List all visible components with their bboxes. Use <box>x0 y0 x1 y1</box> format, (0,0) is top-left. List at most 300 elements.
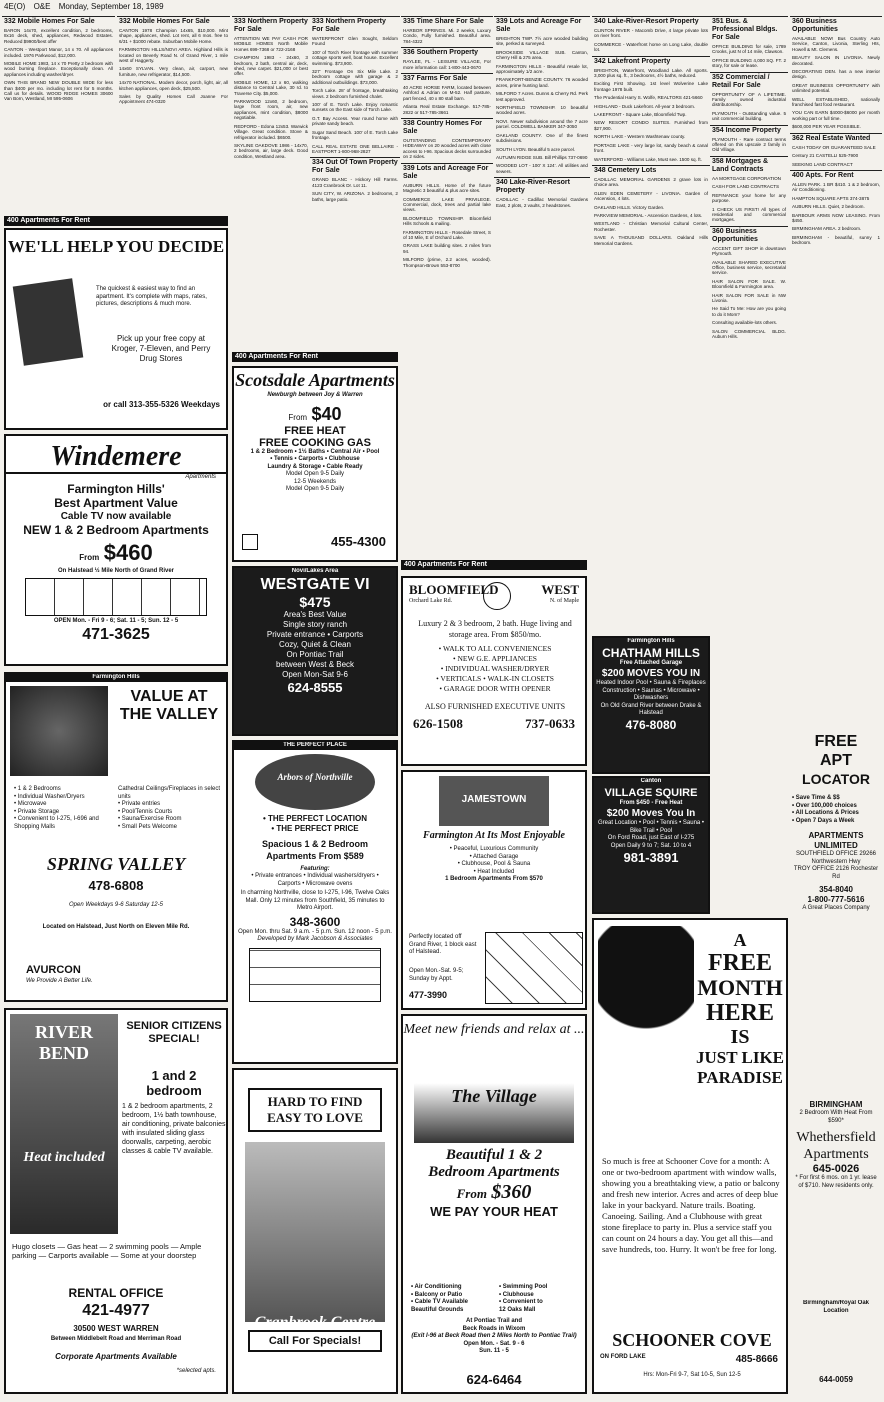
fl-f4: • Open 7 Days a Week <box>792 817 855 824</box>
classified-listing: GLEN EDEN CEMETERY - LIVONIA. Garden of Ascension, 4 lots. <box>594 190 708 202</box>
classified-listing: Atlanta Real Estate Exchange. 517-785-2822 or 517-785-3661 <box>403 104 491 115</box>
classified-listing: YOU CAN EARN $4000-$6000 per month working part or full time. <box>792 110 880 121</box>
windemere-hours: OPEN Mon. - Fri 9 - 6; Sat. 11 - 5; Sun. 12 - 5 <box>53 618 179 624</box>
bw-b4: • VERTICALS • WALK-IN CLOSETS <box>436 674 554 683</box>
ch-l1: Free Attached Garage <box>619 659 683 666</box>
section-heading: 338 Country Homes For Sale <box>403 120 482 136</box>
classified-listing: 100' of E. Torch Lake. Enjoy romantic sunsets on the East side of Torch Lake. <box>312 102 398 113</box>
section-heading: 332 Mobile Homes For Sale <box>4 18 95 25</box>
vl-l1: Meet new friends and relax at ... <box>403 1022 585 1037</box>
bro-phone: 644-0059 <box>819 1375 853 1384</box>
sv-scene-image <box>10 686 108 776</box>
classified-listing: NOVI. Newer subdivision around the 7 acre parcel. COLDWELL BANKER 347-3050 <box>496 118 588 130</box>
jt-f5: 1 Bedroom Apartments From $570 <box>445 876 543 882</box>
jt-loc: Perfectly located off Grand River, 1 block east of Halstead. <box>409 934 477 955</box>
rb-features: Hugo closets — Gas heat — 2 swimming pools — Ample parking — Carports available — Some at your doorstep <box>12 1242 202 1260</box>
classified-listing: SALON COMMERCIAL BLDG. Auburn Hills. <box>712 328 786 339</box>
column-8 <box>710 16 788 666</box>
column-7 <box>592 16 710 646</box>
fl-tag: A Great Places Company <box>802 905 870 911</box>
section-heading: 340 Lake-River-Resort Property <box>594 18 699 25</box>
sv-hours: Open Weekdays 9-6 Saturday 12-5 <box>69 902 163 908</box>
classified-listing: HAIR SALON FOR SALE in NW Livonia. <box>712 292 786 303</box>
ad-scotsdale <box>232 366 398 562</box>
classified-listing: MILFORD (prime, 2.2 acres, wooded). Thompson-Brown 553-8700 <box>403 257 491 268</box>
classified-section <box>2 16 115 102</box>
westgate-l2: Single story ranch <box>282 619 348 629</box>
classified-listing: Consulting available-lots others. <box>712 320 778 326</box>
ad-hard-to-find <box>232 1068 398 1394</box>
section-heading: 360 Business Opportunities <box>712 227 758 243</box>
rb-office: RENTAL OFFICE <box>68 1286 164 1300</box>
sc-sub: ON FORD LAKE <box>600 1354 646 1360</box>
westgate-l7: Open Mon-Sat 9-6 <box>282 669 348 679</box>
section-heading: 337 Farms For Sale <box>403 75 468 83</box>
ad-westgate <box>232 566 398 736</box>
vl-loc2: Beck Roads in Wixom <box>462 1325 526 1332</box>
classified-listing: 327' Frontage On Six Mile Lake. 2 bedroom cottage with garage & 2 additional outbuildings. $73,000. <box>312 69 398 85</box>
section-heading: 360 Business Opportunities <box>792 18 838 33</box>
classified-section <box>401 118 493 160</box>
wf-name: Whethersfield Apartments <box>796 1130 876 1162</box>
windemere-logo: Windemere <box>6 442 226 474</box>
classified-listing: LAKEFRONT - Square Lake, Bloomfield Twp. <box>594 112 687 118</box>
classified-listing: $600,000 PER YEAR POSSIBLE. <box>792 124 861 130</box>
htf-l2: EASY TO LOVE <box>267 1110 363 1125</box>
classified-listing: AVAILABLE NOW! Bus Country Auto Service, Canton, Livonia, Sterling Hts, Howell & Mt. Clemens. <box>792 36 880 52</box>
classified-section <box>117 16 230 105</box>
vl-l3: Bedroom Apartments <box>428 1164 560 1180</box>
scotsdale-phone: 455-4300 <box>331 534 386 549</box>
classified-section <box>401 16 493 44</box>
scotsdale-hours2: 12-5 Weekends <box>294 478 336 485</box>
section-heading: 358 Mortgages & Land Contracts <box>712 157 769 173</box>
classified-listing: WATERFORD - Williams Lake, Must see. 1500 sq. ft. <box>594 156 702 162</box>
westgate-price: $475 <box>299 593 331 610</box>
rb-addr2: Between Middlebelt Road and Merriman Road <box>50 1336 182 1342</box>
classified-listing: BRIGHTON TWP. 7½ acre wooded building site, perked & surveyed. <box>496 36 588 47</box>
westgate-l1: Area's Best Value <box>283 609 347 619</box>
sv-f9: • Sauna/Exercise Room <box>118 816 182 822</box>
classified-listing: COMMERCE LAKE PRIVILEGE. Commercial, dock, trees and partial lake views. <box>403 196 491 213</box>
pp-hours: Open Mon. thru Sat. 9 a.m. - 5 p.m. Sun. 12 noon - 5 p.m. <box>238 928 392 935</box>
fl-f3: • All Locations & Prices <box>792 810 859 816</box>
help-headline: WE'LL HELP YOU DECIDE <box>7 237 225 256</box>
pp-l1: • THE PERFECT LOCATION <box>263 813 367 823</box>
ch-l4: Construction • Saunas • Microwave • Dishwashers <box>602 687 700 701</box>
classified-section <box>401 47 493 70</box>
classified-section <box>592 165 710 246</box>
pp-f2: In charming Northville, close to I-275, I-96, Twelve Oaks Mall. Only 12 minutes from Southfield, 35 minutes to Metro Airport. <box>240 890 390 911</box>
rb-bedroom: 1 and 2 bedroom <box>146 1068 202 1098</box>
classified-listing: FARMINGTON HILLS - Rosedale Street, S of 10 Mile, E of Orchard Lake. <box>403 229 491 240</box>
classified-listing: GREAT BUSINESS OPPORTUNITY with unlimited potential. <box>792 82 880 94</box>
classified-listing: OFFICE BUILDING 4,000 SQ. FT. 2 story, for sale or lease. <box>712 57 786 69</box>
vl-phone: 624-6464 <box>466 1372 522 1387</box>
section-heading: 400 Apts. For Rent <box>792 171 854 179</box>
classified-section <box>592 56 710 162</box>
classified-listing: NEW RESORT CONDO SUITES. Furnished from $27,900. <box>594 120 708 131</box>
ad-bloomfield-west <box>401 576 587 766</box>
classified-section <box>401 163 493 268</box>
help-pickup: Pick up your free copy at Kroger, 7-Eleven, and Perry Drug Stores <box>111 334 211 363</box>
classified-listing: Torch Lake. 28' of frontage, breathtaking views. 2 bedroom furnished chalet. <box>312 88 398 99</box>
ch-l5: On Old Grand River between Drake & Halstead <box>600 702 702 716</box>
ad-jamestown <box>401 770 587 1010</box>
classified-listing: 1 CHECK US FIRST! All types of residential and commercial mortgages. <box>712 206 786 223</box>
classified-section <box>494 177 590 208</box>
sv-f8: • Pool/Tennis Courts <box>118 808 173 815</box>
vs-top: Canton <box>640 778 662 784</box>
classified-listing: The Prudential Harry S. Wolfe, REALTORS 421-5660 <box>594 95 703 101</box>
vl-sun: Sun. 11 - 5 <box>479 1348 509 1354</box>
classified-listing: He Said To Me: How are you going to do it Mom? <box>712 306 786 317</box>
page-date: Monday, September 18, 1989 <box>58 2 164 11</box>
jt-f1: • Peaceful, Luxurious Community <box>449 846 539 852</box>
section-heading: 339 Lots and Acreage For Sale <box>403 164 489 180</box>
ad-perfect-place <box>232 740 398 1064</box>
sv-f2: • Individual Washer/Dryers <box>14 793 85 800</box>
classified-listing: BIRMINGHAM AREA. 2 bedroom. <box>792 226 862 232</box>
scotsdale-feat1: 1 & 2 Bedroom • 1½ Baths • Central Air • Pool <box>250 448 380 455</box>
ad-whethersfield <box>792 1100 880 1280</box>
classified-listing: AUBURN HILLS. Home of the future Magnetic 3 beautiful & plus acre sites. <box>403 182 491 194</box>
classified-listing: CADILLAC - Cadillac Memorial Gardens East, 2 plots, 2 vaults, 2 headstones. <box>496 197 588 208</box>
bw-l2: Orchard Lake Rd. <box>409 598 453 604</box>
vs-l4: On Ford Road, just East of I-275 <box>607 835 695 841</box>
classified-listing: OUTSTANDING CONTEMPORARY HIDEAWAY on 20 wooded acres with close access to I-96. Spacious decks surrounded on 2 sides. <box>403 138 491 160</box>
classified-listing: BARBOUR ARMS NOW LEASING. From $450. <box>792 212 880 223</box>
classified-listing: HIGHLAND - Duck Lakefront. All-year 3 bedroom. <box>594 103 696 109</box>
ad-village <box>401 1014 587 1394</box>
ad-spring-valley <box>4 672 228 1002</box>
westgate-name: WESTGATE VI <box>260 575 370 593</box>
westgate-l6: between West & Beck <box>275 659 355 669</box>
guide-booklet-image <box>13 278 84 366</box>
fl-troy: TROY OFFICE 2126 Rochester Rd <box>793 866 879 880</box>
sv-f1: • 1 & 2 Bedrooms <box>14 786 61 792</box>
fl-l2: APT <box>820 752 852 769</box>
classified-listing: HARBOR SPRINGS. Mi. 2 weeks, Luxury Condo, Fully furnished. Beautiful area. 784-4322 <box>403 28 491 44</box>
pp-feat: Featuring: <box>300 865 330 872</box>
windemere-l5: On Halstead ½ Mile North of Grand River <box>57 567 175 574</box>
bw-b1: • WALK TO ALL CONVENIENCES <box>438 644 552 653</box>
sv-loc: Located on Halstead, Just North on Eleven Mile Rd. <box>42 924 190 930</box>
classified-listing: HAIR SALON FOR SALE. W. Bloomfield & Farmington area. <box>712 278 786 290</box>
classified-section <box>790 133 882 167</box>
classified-listing: REDFORD - Edona 12x53. Warwick Village. Great condition. Stove & refrigerator included. $6500. <box>234 123 308 140</box>
scotsdale-hours3: Model Open 9-5 Daily <box>285 486 345 492</box>
rb-addr: 30500 WEST WARREN <box>73 1324 159 1333</box>
section-heading: 333 Northern Property For Sale <box>312 18 386 33</box>
classified-listing: WESTLAND - Christian Memorial Cultural Center, Rochester. <box>594 221 708 232</box>
bw-b2: • NEW G.E. APPLIANCES <box>453 654 537 663</box>
wf-l1: BIRMINGHAM <box>809 1100 863 1109</box>
sv-f7: • Private entries <box>118 801 161 807</box>
vl-price: $360 <box>491 1181 532 1203</box>
vl-b2: • Clubhouse <box>499 1291 534 1298</box>
rb-note: *selected apts. <box>176 1368 216 1374</box>
classified-section <box>710 16 788 69</box>
classified-listing: BEAUTY SALON IN LIVONIA. Newly decorated. <box>792 55 880 66</box>
ch-l2: $200 MOVES YOU IN <box>601 668 701 679</box>
ad-schooner-cove <box>592 918 788 1394</box>
pp-l3: Spacious 1 & 2 Bedroom Apartments From $589 <box>261 838 369 861</box>
classified-listing: REFINANCE your home for any purpose. <box>712 192 786 204</box>
classified-listing: SEEKING LAND CONTRACT <box>792 161 853 167</box>
classified-listing: WOODED LOT - 100' X 124'. All utilities and sewers. <box>496 163 588 174</box>
scotsdale-free-gas: FREE COOKING GAS <box>259 436 371 449</box>
classified-listing: 14x60 SYLVAN. Very clean, air, carport, new furniture, new refrigerator, $14,500. <box>119 66 228 77</box>
classified-listing: CLINTON RIVER - Macomb Drive, 4 large private lots on river front. <box>594 28 708 39</box>
vl-b3: • Convenient to <box>499 1299 543 1305</box>
bw-r2: N. of Maple <box>549 598 579 604</box>
sv-f3: • Microwave <box>14 801 47 807</box>
vl-a3: • Cable TV Available <box>411 1299 469 1305</box>
classified-listing: NORTHFIELD TOWNSHIP. 10 beautiful wooded acres. <box>496 105 588 116</box>
classified-listing: AUBURN HILLS. Quiet, 2 bedroom. <box>792 204 865 210</box>
paper-name: O&E <box>33 2 51 11</box>
classified-listing: PORTAGE LAKE - very large lot, sandy beach & canal front. <box>594 142 708 154</box>
sv-tag: We Provide A Better Life. <box>26 978 93 984</box>
bw-b5: • GARAGE DOOR WITH OPENER <box>439 684 551 693</box>
sv-logo: SPRING VALLEY <box>46 854 186 874</box>
classified-listing: CANTON 1978 Champion 14x65, $10,000. Mint shape, appliances, shed. Lot rent, all 6 mos. free to 6/31 + $1000 rebate. Suburban Mobile Home. <box>119 28 228 44</box>
section-bar-400: 400 Apartments For Rent <box>4 216 228 226</box>
classified-section <box>710 156 788 223</box>
vl-a4: Beautiful Grounds <box>411 1306 464 1313</box>
section-heading: 348 Cemetery Lots <box>594 166 657 174</box>
rb-tag: Corporate Apartments Available <box>55 1352 177 1361</box>
bw-p1: 626-1508 <box>413 716 463 731</box>
windemere-phone: 471-3625 <box>82 625 150 643</box>
section-heading: 333 Northern Property For Sale <box>234 18 308 33</box>
classified-section <box>790 170 882 246</box>
classified-listing: CADILLAC MEMORIAL GARDENS 2 grave lots in choice area. <box>594 176 708 188</box>
windemere-price: $460 <box>103 539 153 565</box>
vl-from: From <box>456 1186 487 1201</box>
classified-listing: Sales by Quality Homes Call Joanne For Appointment 474-0320 <box>119 94 228 105</box>
classified-section <box>401 73 493 115</box>
section-heading: 354 Income Property <box>712 126 781 134</box>
bw-p2: 737-0633 <box>525 716 575 731</box>
jt-f4: • Heat Included <box>473 868 515 875</box>
classified-listing: PARKVIEW MEMORIAL - Ascension Gardens, 4 lots. <box>594 212 703 218</box>
classified-listing: BRIGHTON, Waterfront, Woodland Lake. All sports. 3,000 plus sq. ft., 3 bedrooms, 4½ baths, reduced. <box>594 67 708 79</box>
htf-logo: Cranbrook Centre <box>254 1314 376 1331</box>
windemere-l2: Best Apartment Value <box>54 495 178 510</box>
sv-f5: • Convenient to I-275, I-696 and Shopping Malls <box>14 816 99 830</box>
sv-head: VALUE AT THE VALLEY <box>119 688 219 723</box>
classified-section <box>310 157 400 202</box>
sv-f10: • Small Pets Welcome <box>118 823 178 830</box>
column-1 <box>2 16 115 232</box>
classified-listing: GRASS LAKE building sites. 2 miles from 94. <box>403 243 491 254</box>
classified-listing: FARMINGTON HILLS/NOVI AREA. Highland Hills is located on Beverly Road N. of Grand River, 1 mile west of Haggerty. <box>119 47 228 64</box>
vl-open: Open Mon. - Sat. 9 - 6 <box>463 1340 525 1347</box>
column-6 <box>494 16 590 586</box>
htf-l1: HARD TO FIND <box>267 1094 363 1109</box>
sc-a7: PARADISE <box>697 1068 783 1087</box>
sc-a6: JUST LIKE <box>695 1048 785 1067</box>
classified-listing: PLYMOUTH - Outstanding value. 5 unit commercial building. <box>712 110 786 122</box>
classified-listing: SOUTH LYON. Beautiful 5 acre parcel. <box>496 146 576 152</box>
jt-logo: JAMESTOWN <box>461 794 527 805</box>
vl-a1: • Air Conditioning <box>411 1284 462 1290</box>
bw-exec: ALSO FURNISHED EXECUTIVE UNITS <box>424 702 566 711</box>
bw-seal <box>483 582 511 610</box>
scotsdale-name: Scotsdale Apartments <box>235 370 395 390</box>
fl-office: SOUTHFIELD OFFICE 29266 Northwestern Hwy <box>795 851 877 865</box>
classified-listing: CASH FOR LAND CONTRACTS <box>712 184 780 190</box>
classified-listing: RAYLEE, FL - LEISURE VILLAGE, For more information call: 1-800-443-0670 <box>403 59 491 70</box>
sc-a1: A <box>733 930 747 950</box>
vl-b1: • Swimming Pool <box>499 1284 548 1290</box>
vs-name: VILLAGE SQUIRE <box>604 786 698 799</box>
windemere-from: From <box>79 552 100 562</box>
pp-f1: • Private entrances • Individual washers/dryers • Carports • Microwave ovens <box>251 873 379 887</box>
classified-listing: CHAMPION 1983 - 24x60, 3 bedroom, 2 bath, central air, deck, shed, new carpet. $21,000 or best offer. <box>234 55 308 77</box>
vl-heat: WE PAY YOUR HEAT <box>430 1204 558 1219</box>
classified-listing: MILFORD 7 Acres. Dunns & Cherry Rd. Perk test approved. <box>496 91 588 102</box>
ch-top: Farmington Hills <box>627 638 675 644</box>
classified-listing: PARKWOOD 12x60, 2 bedroom, large front room, air, new appliances, mint condition, $8000 negotiable. <box>234 99 308 121</box>
classified-listing: ALLEN PARK. 1 BR $410. 1 & 2 bedroom, Air Conditioning. <box>792 181 880 193</box>
classified-listing: WELL ESTABLISHED, nationally franchised fast food restaurant. <box>792 96 880 108</box>
column-2 <box>117 16 230 232</box>
fl-f1: • Save Time & $$ <box>792 795 840 801</box>
classified-listing: 40 ACRE HORSE FARM, located between Ashford & Adrian on M-52. Half pasture, part fenced, 40 x 80 stall barn. <box>403 85 491 101</box>
classified-listing: AVAILABLE SHARED EXECUTIVE Office, business service, secretarial service. <box>712 259 786 276</box>
scotsdale-feat2: • Tennis • Carports • Clubhouse <box>270 456 360 462</box>
windemere-l4: NEW 1 & 2 Bedroom Apartments <box>23 522 209 537</box>
section-heading: 336 Southern Property <box>403 49 479 57</box>
vl-a2: • Balcony or Patio <box>411 1291 463 1298</box>
section-heading: 332 Mobile Homes For Sale <box>119 18 210 25</box>
sc-logo: SCHOONER COVE <box>612 1330 772 1350</box>
windemere-sub: Apartments <box>185 474 216 480</box>
classified-listing: WATERFRONT Glen Sought, Seldom Found <box>312 36 398 47</box>
scotsdale-free-heat: FREE HEAT <box>284 424 346 437</box>
windemere-l1: Farmington Hills' <box>67 481 165 496</box>
classified-listing: PLYMOUTH - Rare contract terms offered on this upscale 2 family in Old Village. <box>712 136 786 153</box>
classified-section <box>592 16 710 53</box>
bro-l1: Birmingham/Royal Oak Location <box>802 1300 870 1314</box>
classified-listing: BROOKSIDE VILLAGE SUB. Canton, Cherry Hill & 275 area. <box>496 49 588 61</box>
sc-a2: FREE <box>707 950 772 976</box>
classified-listing: ACCENT GIFT SHOP in downtown Plymouth. <box>712 245 786 257</box>
classified-listing: G.T. Bay Access. Year round home with private sandy beach. <box>312 115 398 127</box>
vs-l2: $200 Moves You In <box>606 808 696 819</box>
fl-l3: LOCATOR <box>802 771 870 787</box>
classified-listing: Exciting First Showing. 1st level Wolverine Lake frontage 1978 built. <box>594 81 708 92</box>
section-number: 4E(O) <box>4 2 26 11</box>
classified-listing: 14x70 NATIONAL. Modern decor, porch, light, air, all kitchen appliances, open deck, $25,500. <box>119 80 228 91</box>
sc-body: So much is free at Schooner Cove for a month: A one or two-bedroom apartment with window walls, showing you a breathtaking view, a patio or balcony and fresh new interior. Acres and acres of deep blue lake in your backyard. Nature trails. Boating. Canoeing. Sailing. And a Clubhouse with great stone fireplace to party in. Plus a service staff you can count on 24 hours a day. You get all this—and save hundreds, too. Hurry. It won't be free for long. <box>602 1156 780 1254</box>
section-heading: 339 Lots and Acreage For Sale <box>496 18 582 33</box>
column-3 <box>232 16 310 364</box>
classified-section <box>494 16 590 174</box>
classified-section <box>710 226 788 340</box>
rb-desc: 1 & 2 bedroom apartments, 2 bedroom, 1½ bath townhouse, air conditioning, private balconies with insulated sliding glass doorwalls, carpeting, aerobic classes & cable TV available. <box>122 1103 226 1155</box>
section-heading: 342 Lakefront Property <box>594 57 671 65</box>
westgate-l4: Cozy, Quiet & Clean <box>279 639 351 649</box>
htf-call: Call For Specials! <box>248 1330 382 1352</box>
sc-a5: IS <box>730 1026 750 1048</box>
classified-listing: FRANKFORT-BENZIE COUNTY. 76 wooded acres, prime hunting land. <box>496 77 588 88</box>
wf-l2: 2 Bedroom With Heat From $590* <box>799 1110 873 1124</box>
bw-b3: • INDIVIDUAL WASHER/DRYER <box>440 664 550 673</box>
section-heading: 335 Time Share For Sale <box>403 18 484 25</box>
pp-logo: Arbors of Northville <box>277 772 353 782</box>
bw-l1: BLOOMFIELD <box>409 582 499 597</box>
ad-free-locator <box>792 732 880 968</box>
classified-listing: CASH TODAY OR GUARANTEED SALE <box>792 144 876 150</box>
classified-listing: SKYLINE OAKDOVE 1986 - 14x70, 2 bedrooms, air, large deck. Good condition, Westland area. <box>234 142 308 159</box>
classified-section <box>790 16 882 130</box>
classified-section <box>310 16 400 154</box>
classified-listing: AA MORTGAGE CORPORATION <box>712 175 781 181</box>
ad-help-decide <box>4 228 228 430</box>
classified-listing: GRAND BLANC - Hickory Hill Farms. 4123 Cranbrook Dr. Lot 11. <box>312 177 398 188</box>
fl-name: APARTMENTS UNLIMITED <box>808 831 864 850</box>
section-heading: 334 Out Of Town Property For Sale <box>312 159 398 175</box>
classified-section <box>710 125 788 153</box>
help-body: The quickest & easiest way to find an apartment. It's complete with maps, rates, pictures, descriptions & much more. <box>96 286 207 307</box>
bw-body: Luxury 2 & 3 bedroom, 2 bath. Huge living and storage area. From $850/mo. <box>418 619 572 639</box>
sc-phone: 485-8666 <box>735 1354 778 1365</box>
ad-village-squire <box>592 776 710 914</box>
ad-windemere <box>4 434 228 666</box>
classified-listing: OWN THIS BRAND NEW DOUBLE WIDE for less than $400 per mo. including lot rent for 5 months. Call us for details. WOOD RIDGE HOMES 30600 Van Born, Westland, MI 595-0606 <box>4 80 113 102</box>
classified-listing: CANTON - Westport Manor, 14 x 70. All appliances included. 1976 Parkwood, $12,000. <box>4 47 113 58</box>
jt-f2: • Attached Garage <box>469 853 519 860</box>
sv-phone: 478-6808 <box>88 878 144 893</box>
wf-note: * For first 6 mos. on 1 yr. lease of $710. New residents only. <box>795 1175 877 1189</box>
sc-hours: Hrs: Mon-Fri 9-7, Sat 10-5, Sun 12-5 <box>643 1372 741 1378</box>
windemere-l3: Cable TV now available <box>60 510 172 522</box>
scotsdale-hours1: Model Open 9-5 Daily <box>285 471 345 477</box>
jt-phone: 477-3990 <box>409 990 448 1000</box>
westgate-phone: 624-8555 <box>287 679 343 695</box>
vs-l1: From $450 - Free Heat <box>619 799 683 806</box>
classified-listing: SUN CITY, W. ARIZONA. 2 bedrooms, 2 baths, large patio. <box>312 191 398 202</box>
classified-listing: AUTUMN RIDGE SUB. Bill Phillips 737-0690 <box>496 154 588 160</box>
classified-listing: MOBILE HOME, 12 x 60, walking distance to Central Lake, 30 rd. to Traverse City. $5,000. <box>234 79 308 96</box>
jt-open: Open Mon.-Sat. 9-5; Sunday by Appt. <box>409 968 464 982</box>
scotsdale-price: $40 <box>311 403 342 424</box>
rb-logo: RIVER BEND <box>34 1022 93 1063</box>
windemere-map <box>25 578 207 616</box>
pp-top: THE PERFECT PLACE <box>234 742 396 750</box>
vs-l3: Great Location • Pool • Tennis • Sauna • Bike Trail • Pool <box>597 820 705 834</box>
section-heading: 340 Lake-River-Resort Property <box>496 179 570 195</box>
column-5 <box>401 16 493 564</box>
vs-phone: 981-3891 <box>623 850 679 865</box>
classified-listing: BARON 14x70, excellent condition, 2 bedrooms, 8x16 deck, shed, appliances, Redwood Estates. Reduced $9900/best offer <box>4 28 113 44</box>
vl-loc1: At Pontiac Trail and <box>465 1318 522 1324</box>
vs-l5: Open Daily 9 to 7; Sat. 10 to 4 <box>610 842 692 849</box>
classified-listing: DECORATING DEN. has a new interior design. <box>792 69 880 80</box>
classified-section <box>710 72 788 122</box>
vl-logo: The Village <box>451 1086 537 1106</box>
fl-p1: 354-8040 <box>819 885 853 894</box>
jt-map <box>485 932 583 1004</box>
section-heading: 352 Commercial / Retail For Sale <box>712 73 770 89</box>
ad-river-bend <box>4 1008 228 1394</box>
sv-top: Farmington Hills <box>6 674 226 682</box>
fl-l1: FREE <box>814 733 858 750</box>
